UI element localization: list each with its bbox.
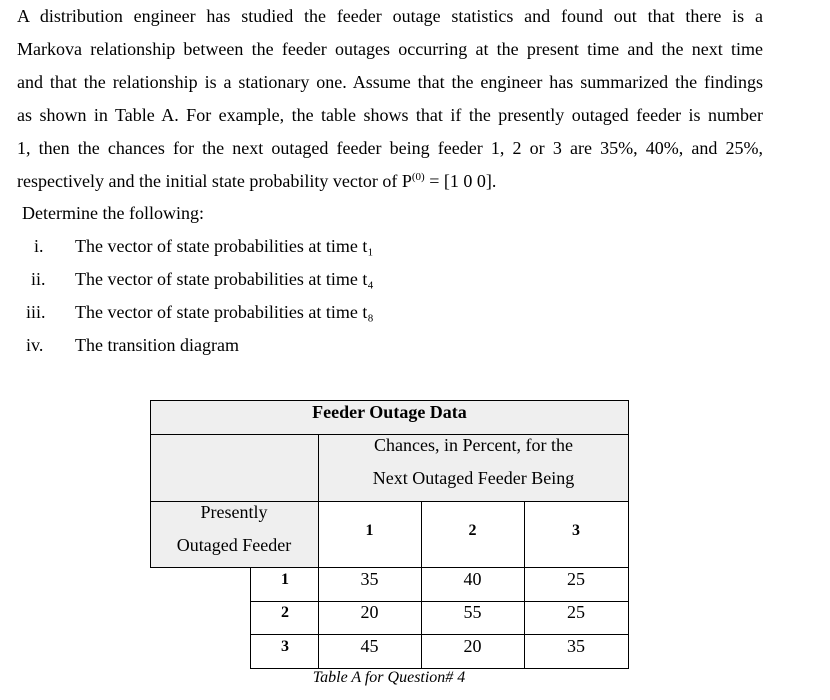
item-number: i. bbox=[34, 236, 44, 256]
row-label-3: 3 bbox=[281, 638, 289, 655]
item-number: iv. bbox=[26, 335, 44, 355]
problem-line: and that the relationship is a stationary one. Assume that the engineer has summarized the findings bbox=[17, 72, 763, 92]
table-cell: 20 bbox=[463, 636, 482, 656]
item-text: The vector of state probabilities at time t₄ bbox=[75, 269, 374, 289]
item-number: iii. bbox=[26, 302, 46, 322]
superscript-zero: (0) bbox=[411, 171, 425, 183]
problem-line: 1, then the chances for the next outaged feeder being feeder 1, 2 or 3 are 35%, 40%, and 25%, bbox=[17, 138, 763, 158]
problem-line: Markova relationship between the feeder outages occurring at the present time and the next time bbox=[17, 39, 763, 59]
item-number: ii. bbox=[31, 269, 46, 289]
determine-heading: Determine the following: bbox=[22, 203, 204, 223]
item-text: The vector of state probabilities at time t₁ bbox=[75, 236, 374, 256]
table-empty-corner bbox=[150, 434, 318, 501]
table-cell: 20 bbox=[360, 602, 379, 622]
problem-last-line-text: respectively and the initial state probability vector of P bbox=[17, 171, 412, 191]
table-cell: 35 bbox=[360, 569, 379, 589]
presently-header-line1: Presently bbox=[200, 502, 268, 522]
row-label-1: 1 bbox=[281, 571, 289, 588]
table-cell: 25 bbox=[567, 569, 585, 589]
presently-header-line2: Outaged Feeder bbox=[176, 535, 292, 555]
initial-vector: = [1 0 0]. bbox=[424, 171, 497, 191]
table-cell: 55 bbox=[463, 602, 482, 622]
table-title: Feeder Outage Data bbox=[312, 402, 467, 422]
item-text: The vector of state probabilities at time t₈ bbox=[75, 302, 374, 322]
chances-header-line2: Next Outaged Feeder Being bbox=[372, 468, 575, 488]
row-label-2: 2 bbox=[281, 604, 289, 621]
table-cell: 45 bbox=[360, 636, 379, 656]
column-header-2: 2 bbox=[468, 522, 477, 539]
chances-header-line1: Chances, in Percent, for the bbox=[374, 435, 573, 455]
item-text: The transition diagram bbox=[75, 335, 239, 355]
table-cell: 40 bbox=[463, 569, 482, 589]
column-header-1: 1 bbox=[365, 522, 374, 539]
table-caption: Table A for Question# 4 bbox=[312, 669, 466, 686]
table-cell: 35 bbox=[567, 636, 585, 656]
problem-line: A distribution engineer has studied the feeder outage statistics and found out that there is a bbox=[17, 6, 763, 26]
column-header-3: 3 bbox=[572, 522, 580, 539]
table-cell: 25 bbox=[567, 602, 585, 622]
problem-line: as shown in Table A. For example, the table shows that if the presently outaged feeder is number bbox=[17, 105, 763, 125]
